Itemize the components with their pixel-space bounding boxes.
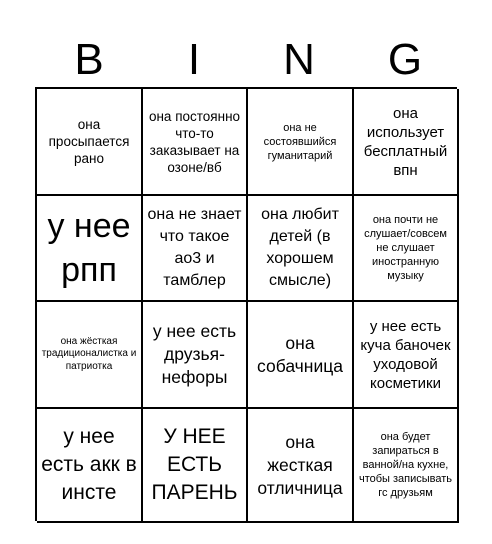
header-letter-g: G <box>387 35 423 84</box>
bingo-cell[interactable] <box>37 302 143 409</box>
cell-text: у нее есть акк в инсте <box>41 425 137 504</box>
bingo-cell[interactable] <box>354 196 459 302</box>
bingo-cell[interactable] <box>143 89 248 196</box>
bingo-grid <box>35 87 457 521</box>
bingo-cell[interactable] <box>37 89 143 196</box>
bingo-cell[interactable] <box>143 196 248 302</box>
bingo-cell[interactable] <box>37 196 143 302</box>
header-letter-i: I <box>187 35 201 84</box>
bingo-cell[interactable] <box>37 409 143 523</box>
cell-text: она жесткая отличница <box>257 431 343 498</box>
cell-text: у нее есть куча баночек уходовой косметики <box>360 317 451 392</box>
header-letter-n: N <box>283 35 315 84</box>
cell-text: она будет запираться в ванной/на кухне, чтобы записывать гс друзьям <box>358 431 453 499</box>
cell-text: она просыпается рано <box>48 117 130 166</box>
bingo-cell[interactable] <box>354 302 459 409</box>
bingo-cell[interactable] <box>248 196 354 302</box>
cell-text: она собачница <box>257 332 343 376</box>
bingo-cell[interactable] <box>248 89 354 196</box>
cell-text: она не знает что такое ао3 и тамблер <box>147 206 242 289</box>
header-letter-b: B <box>74 35 104 84</box>
cell-text: она постоянно что-то заказывает на озоне/вб <box>148 108 241 175</box>
cell-text: у нее есть друзья-нефоры <box>152 321 237 387</box>
bingo-cell[interactable] <box>354 409 459 523</box>
bingo-cell[interactable] <box>248 302 354 409</box>
cell-text: она любит детей (в хорошем смысле) <box>261 206 339 289</box>
bingo-cell[interactable] <box>143 302 248 409</box>
bingo-cell[interactable] <box>354 89 459 196</box>
cell-text: У НЕЕ ЕСТЬ ПАРЕНЬ <box>151 425 238 504</box>
cell-text: она не состоявшийся гуманитарий <box>263 121 337 162</box>
cell-text: у нее рпп <box>47 207 131 289</box>
cell-text: она использует бесплатный впн <box>363 104 448 179</box>
cell-text: она почти не слушает/совсем не слушает иностранную музыку <box>364 214 447 282</box>
bingo-cell[interactable] <box>248 409 354 523</box>
bingo-header <box>36 34 456 86</box>
cell-text: она жёсткая традиционалистка и патриотка <box>41 335 137 372</box>
bingo-cell[interactable] <box>143 409 248 523</box>
